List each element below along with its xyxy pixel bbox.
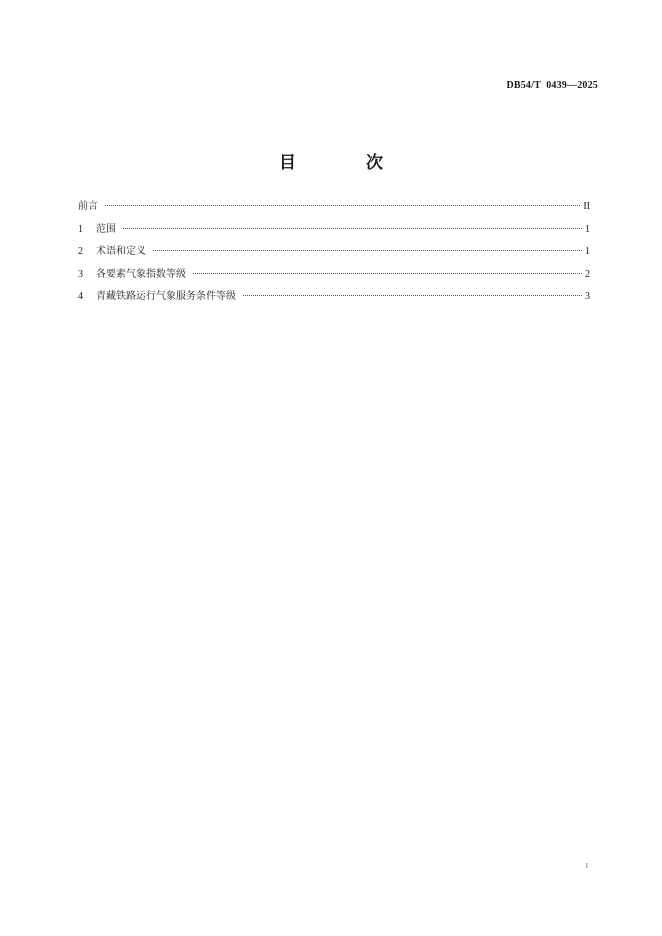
toc-dot-leader: [153, 250, 582, 251]
toc-entry-page: 1: [585, 223, 590, 235]
toc-entry-number: 4: [78, 291, 83, 302]
toc-title: 目 次: [279, 153, 415, 173]
page-number: I: [585, 862, 588, 870]
toc-entry-number: 1: [78, 223, 83, 235]
toc-entry-label: 各要素气象指数等级: [96, 268, 186, 280]
toc-entry-number: 2: [78, 246, 83, 257]
toc-entry-number: 3: [78, 268, 83, 280]
toc-entry-page: 1: [585, 246, 590, 257]
toc-entry-label: 术语和定义: [96, 246, 146, 257]
toc-entry-label: 范围: [96, 223, 116, 235]
toc-entry-page: 2: [585, 268, 590, 280]
toc-entry-label: 青藏铁路运行气象服务条件等级: [96, 291, 236, 302]
toc-entry-page: II: [583, 201, 590, 212]
toc-entry-terms[interactable]: [78, 245, 590, 268]
toc-entry-railway-conditions[interactable]: [78, 290, 590, 313]
toc-entry-label: 前言: [78, 201, 98, 212]
toc-entry-foreword[interactable]: [78, 200, 590, 223]
toc-dot-leader: [243, 295, 582, 296]
toc-entry-page: 3: [585, 291, 590, 302]
toc-entry-indices[interactable]: [78, 268, 590, 291]
toc-dot-leader: [193, 273, 582, 274]
toc-entry-scope[interactable]: [78, 223, 590, 246]
toc-dot-leader: [123, 228, 582, 229]
document-code: DB54/T 0439—2025: [506, 80, 598, 91]
toc-list: [78, 200, 590, 313]
toc-dot-leader: [105, 205, 580, 206]
